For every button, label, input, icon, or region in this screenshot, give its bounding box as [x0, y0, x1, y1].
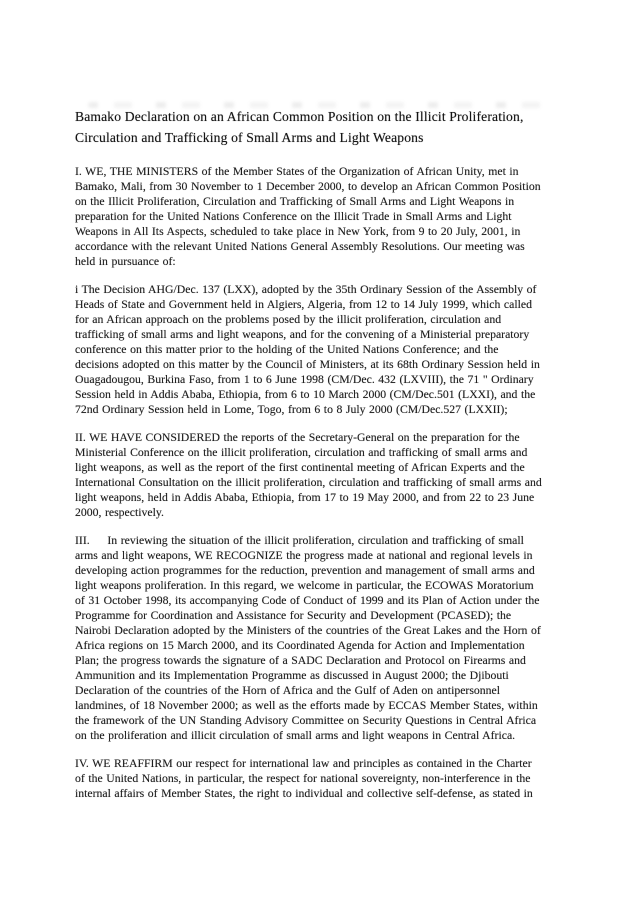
text-line: II. WE HAVE CONSIDERED the reports of the Secretary-General on the preparation for the	[75, 431, 520, 444]
text-line: III. In reviewing the situation of the illicit proliferation, circulation and trafficking of small	[75, 534, 524, 547]
text-line: arms and light weapons, WE RECOGNIZE the progress made at national and regional levels in	[75, 549, 533, 562]
document-title	[75, 106, 590, 148]
text-line: Declaration of the countries of the Horn of Africa and the Gulf of Aden on antipersonnel	[75, 684, 501, 697]
text-line: of the United Nations, in particular, the respect for national sovereignty, non-interference in the	[75, 772, 531, 785]
text-line: Weapons in All Its Aspects, scheduled to take place in New York, from 9 to 20 July, 2001, in	[75, 225, 521, 238]
text-line: developing action programmes for the reduction, prevention and management of small arms and	[75, 564, 535, 577]
text-line: I. WE, THE MINISTERS of the Member States of the Organization of African Unity, met in	[75, 165, 519, 178]
text-line: IV. WE REAFFIRM our respect for international law and principles as contained in the Charter	[75, 757, 532, 770]
text-line: light weapons, as well as the report of the first continental meeting of African Experts and the	[75, 461, 525, 474]
text-line: the framework of the UN Standing Advisory Committee on Security Questions in Central Africa	[75, 714, 537, 727]
text-line: Ministerial Conference on the illicit proliferation, circulation and trafficking of small arms and	[75, 446, 528, 459]
text-line: International Consultation on the illicit proliferation, circulation and trafficking of small arms and	[75, 476, 542, 489]
text-line: 2000, respectively.	[75, 506, 164, 519]
text-line: decisions adopted on this matter by the Council of Ministers, at its 68th Ordinary Session held in	[75, 358, 540, 371]
paragraph-preamble	[75, 164, 590, 269]
text-line: Nairobi Declaration adopted by the Ministers of the countries of the Great Lakes and the Horn of	[75, 624, 541, 637]
text-line: Heads of State and Government held in Algiers, Algeria, from 12 to 14 July 1999, which called	[75, 298, 532, 311]
text-line: of 31 October 1998, its accompanying Code of Conduct of 1999 and its Plan of Action under the	[75, 594, 540, 607]
document-content	[75, 106, 590, 801]
text-line: preparation for the United Nations Conference on the Illicit Trade in Small Arms and Light	[75, 210, 512, 223]
text-line: on the proliferation and illicit circulation of small arms and light weapons in Central Africa.	[75, 729, 516, 742]
paragraph-we-reaffirm	[75, 756, 590, 801]
text-line: on the Illicit Proliferation, Circulation and Trafficking of Small Arms and Light Weapons in	[75, 195, 515, 208]
text-line: for an African approach on the problems posed by the illicit proliferation, circulation and	[75, 313, 502, 326]
text-line: Africa regions on 15 March 2000, and its Coordinated Agenda for Action and Implementation	[75, 639, 525, 652]
text-line: light weapons proliferation. In this regard, we welcome in particular, the ECOWAS Moratorium	[75, 579, 534, 592]
paragraph-decision-ahg	[75, 282, 590, 417]
paragraph-we-have-considered	[75, 430, 590, 520]
paragraph-we-recognize	[75, 533, 590, 743]
text-line: accordance with the relevant United Nations General Assembly Resolutions. Our meeting was	[75, 240, 525, 253]
text-line: Circulation and Trafficking of Small Arms and Light Weapons	[75, 130, 424, 145]
text-line: trafficking of small arms and light weapons, and for the convening of a Ministerial preparatory	[75, 328, 530, 341]
text-line: 72nd Ordinary Session held in Lome, Togo, from 6 to 8 July 2000 (CM/Dec.527 (LXXII);	[75, 403, 508, 416]
text-line: light weapons, held in Addis Ababa, Ethiopia, from 17 to 19 May 2000, and from 22 to 23 June	[75, 491, 535, 504]
text-line: Programme for Coordination and Assistance for Security and Development (PCASED); the	[75, 609, 512, 622]
text-line: i The Decision AHG/Dec. 137 (LXX), adopted by the 35th Ordinary Session of the Assembly of	[75, 283, 537, 296]
text-line: Bamako Declaration on an African Common Position on the Illicit Proliferation,	[75, 109, 524, 124]
text-line: Bamako, Mali, from 30 November to 1 December 2000, to develop an African Common Position	[75, 180, 541, 193]
text-line: held in pursuance of:	[75, 255, 176, 268]
text-line: conference on this matter prior to the holding of the United Nations Conference; and the	[75, 343, 499, 356]
text-line: landmines, of 18 November 2000; as well as the efforts made by ECCAS Member States, within	[75, 699, 538, 712]
text-line: Ouagadougou, Burkina Faso, from 1 to 6 June 1998 (CM/Dec. 432 (LXVIII), the 71 " Ordinary	[75, 373, 534, 386]
text-line: Session held in Addis Ababa, Ethiopia, from 6 to 10 March 2000 (CM/Dec.501 (LXXI), and the	[75, 388, 536, 401]
text-line: Plan; the progress towards the signature of a SADC Declaration and Protocol on Firearms and	[75, 654, 526, 667]
text-line: Ammunition and its Implementation Programme as discussed in August 2000; the Djibouti	[75, 669, 509, 682]
text-line: internal affairs of Member States, the right to individual and collective self-defense, as stated in	[75, 787, 533, 800]
